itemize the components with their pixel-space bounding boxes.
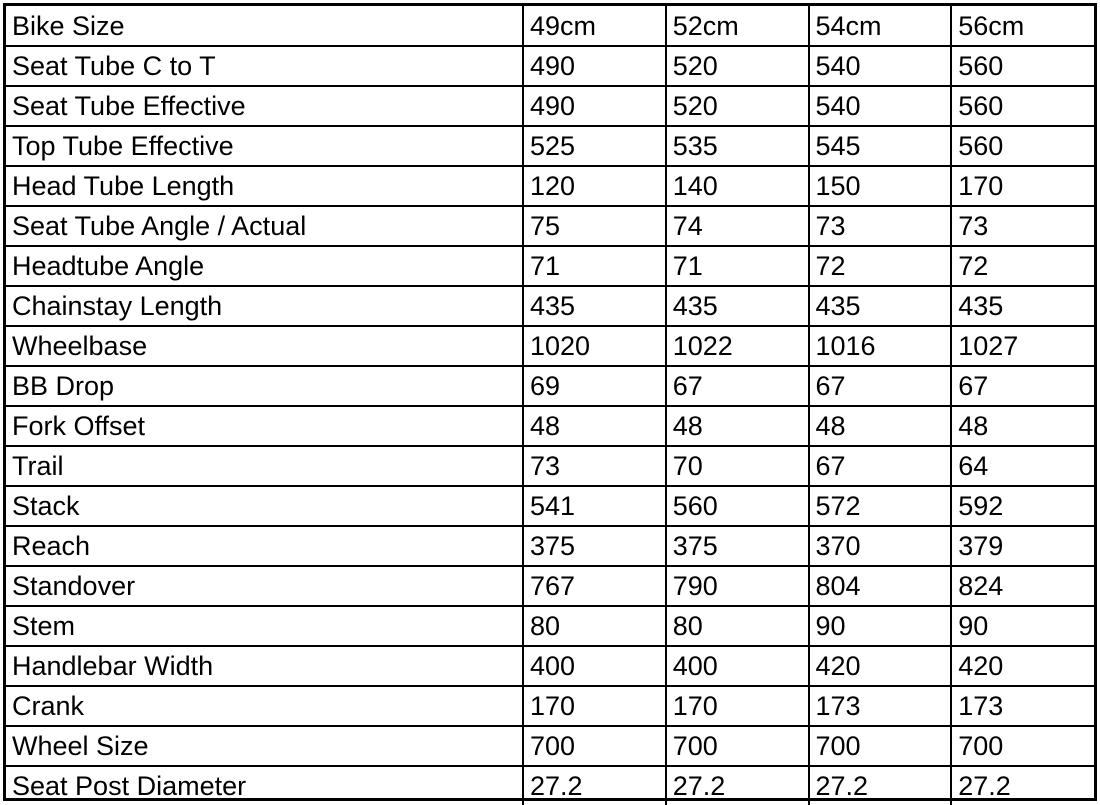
table-row — [6, 686, 1094, 726]
table-row — [6, 366, 1094, 406]
value-cell: 70 — [666, 446, 809, 486]
value-cell: 375 — [666, 526, 809, 566]
value-cell: 48 — [809, 406, 952, 446]
value-cell: 490 — [523, 46, 666, 86]
header-cell-size: 54cm — [809, 6, 952, 46]
row-label-cell: Stack — [6, 486, 523, 526]
value-cell: 700 — [809, 726, 952, 766]
value-cell: 435 — [951, 286, 1094, 326]
table-row — [6, 286, 1094, 326]
value-cell: 170 — [666, 686, 809, 726]
value-cell: 420 — [951, 646, 1094, 686]
row-label-cell: Stem — [6, 606, 523, 646]
table-row — [6, 206, 1094, 246]
value-cell: 1022 — [666, 326, 809, 366]
value-cell: 560 — [951, 86, 1094, 126]
value-cell: 27.2 — [666, 766, 809, 805]
value-cell: 27.2 — [809, 766, 952, 805]
value-cell: 173 — [951, 686, 1094, 726]
value-cell: 490 — [523, 86, 666, 126]
row-label-cell: Seat Tube Angle / Actual — [6, 206, 523, 246]
value-cell: 67 — [666, 366, 809, 406]
value-cell: 1020 — [523, 326, 666, 366]
row-label-cell: Crank — [6, 686, 523, 726]
row-label-cell: Reach — [6, 526, 523, 566]
row-label-cell: Seat Post Diameter — [6, 766, 523, 805]
header-row — [6, 6, 1094, 46]
header-cell-size: 56cm — [951, 6, 1094, 46]
table-row — [6, 166, 1094, 206]
value-cell: 545 — [809, 126, 952, 166]
value-cell: 71 — [666, 246, 809, 286]
table-row — [6, 526, 1094, 566]
value-cell: 120 — [523, 166, 666, 206]
value-cell: 1016 — [809, 326, 952, 366]
value-cell: 67 — [951, 366, 1094, 406]
value-cell: 400 — [666, 646, 809, 686]
value-cell: 700 — [666, 726, 809, 766]
value-cell: 375 — [523, 526, 666, 566]
value-cell: 27.2 — [958, 771, 1011, 801]
table-row — [6, 606, 1094, 646]
row-label-cell: Top Tube Effective — [6, 126, 523, 166]
value-cell: 48 — [951, 406, 1094, 446]
value-cell: 525 — [523, 126, 666, 166]
value-cell: 435 — [666, 286, 809, 326]
table-row — [6, 446, 1094, 486]
value-cell: 520 — [666, 46, 809, 86]
value-cell: 560 — [951, 126, 1094, 166]
value-cell: 140 — [666, 166, 809, 206]
value-cell: 592 — [951, 486, 1094, 526]
value-cell: 541 — [523, 486, 666, 526]
row-label-cell: Headtube Angle — [6, 246, 523, 286]
value-cell: 370 — [809, 526, 952, 566]
value-cell: 64 — [951, 446, 1094, 486]
value-cell: 435 — [809, 286, 952, 326]
table-row — [6, 46, 1094, 86]
value-cell: 69 — [523, 366, 666, 406]
value-cell: 73 — [809, 206, 952, 246]
value-cell: 560 — [951, 46, 1094, 86]
value-cell: 150 — [809, 166, 952, 206]
value-cell: 700 — [951, 726, 1094, 766]
table-row — [6, 766, 1094, 805]
value-cell: 80 — [666, 606, 809, 646]
row-label-cell: Trail — [6, 446, 523, 486]
value-cell: 540 — [809, 86, 952, 126]
value-cell: 560 — [666, 486, 809, 526]
table-row — [6, 566, 1094, 606]
value-cell: 73 — [523, 446, 666, 486]
table-row — [6, 326, 1094, 366]
row-label-cell: Handlebar Width — [6, 646, 523, 686]
value-cell: 72 — [809, 246, 952, 286]
value-cell: 400 — [523, 646, 666, 686]
geometry-sheet — [3, 3, 1097, 801]
table-row — [6, 86, 1094, 126]
value-cell: 170 — [951, 166, 1094, 206]
row-label-cell: Wheel Size — [6, 726, 523, 766]
value-cell: 420 — [809, 646, 952, 686]
header-cell-size: 49cm — [523, 6, 666, 46]
value-cell: 804 — [809, 566, 952, 606]
value-cell: 520 — [666, 86, 809, 126]
value-cell: 73 — [951, 206, 1094, 246]
value-cell: 72 — [951, 246, 1094, 286]
header-cell-size: 52cm — [666, 6, 809, 46]
table-row — [6, 406, 1094, 446]
value-cell: 170 — [523, 686, 666, 726]
row-label-cell: Chainstay Length — [6, 286, 523, 326]
value-cell: 90 — [951, 606, 1094, 646]
header-cell-label: Bike Size — [6, 6, 523, 46]
row-label-cell: BB Drop — [6, 366, 523, 406]
value-cell: 824 — [951, 566, 1094, 606]
table-row — [6, 726, 1094, 766]
value-cell: 173 — [809, 686, 952, 726]
value-cell: 48 — [523, 406, 666, 446]
geometry-table — [6, 6, 1094, 805]
value-cell: 67 — [809, 366, 952, 406]
value-cell: 75 — [523, 206, 666, 246]
row-label-cell: Head Tube Length — [6, 166, 523, 206]
value-cell: 700 — [523, 726, 666, 766]
row-label-cell: Wheelbase — [6, 326, 523, 366]
value-cell: 572 — [809, 486, 952, 526]
geometry-table-body — [6, 6, 1094, 805]
value-cell: 71 — [523, 246, 666, 286]
value-cell: 790 — [666, 566, 809, 606]
value-cell: 67 — [809, 446, 952, 486]
table-row — [6, 246, 1094, 286]
table-row — [6, 126, 1094, 166]
value-cell: 90 — [809, 606, 952, 646]
value-cell: 48 — [666, 406, 809, 446]
value-cell: 379 — [951, 526, 1094, 566]
table-row — [6, 646, 1094, 686]
value-cell: 435 — [523, 286, 666, 326]
value-cell: 767 — [523, 566, 666, 606]
value-cell: 27.2 — [523, 766, 666, 805]
value-cell: 74 — [666, 206, 809, 246]
row-label-cell: Standover — [6, 566, 523, 606]
row-label-cell: Fork Offset — [6, 406, 523, 446]
value-cell: 540 — [809, 46, 952, 86]
table-row — [6, 486, 1094, 526]
row-label-cell: Seat Tube Effective — [6, 86, 523, 126]
value-cell: 1027 — [951, 326, 1094, 366]
value-cell: 535 — [666, 126, 809, 166]
value-cell: 80 — [523, 606, 666, 646]
row-label-cell: Seat Tube C to T — [6, 46, 523, 86]
